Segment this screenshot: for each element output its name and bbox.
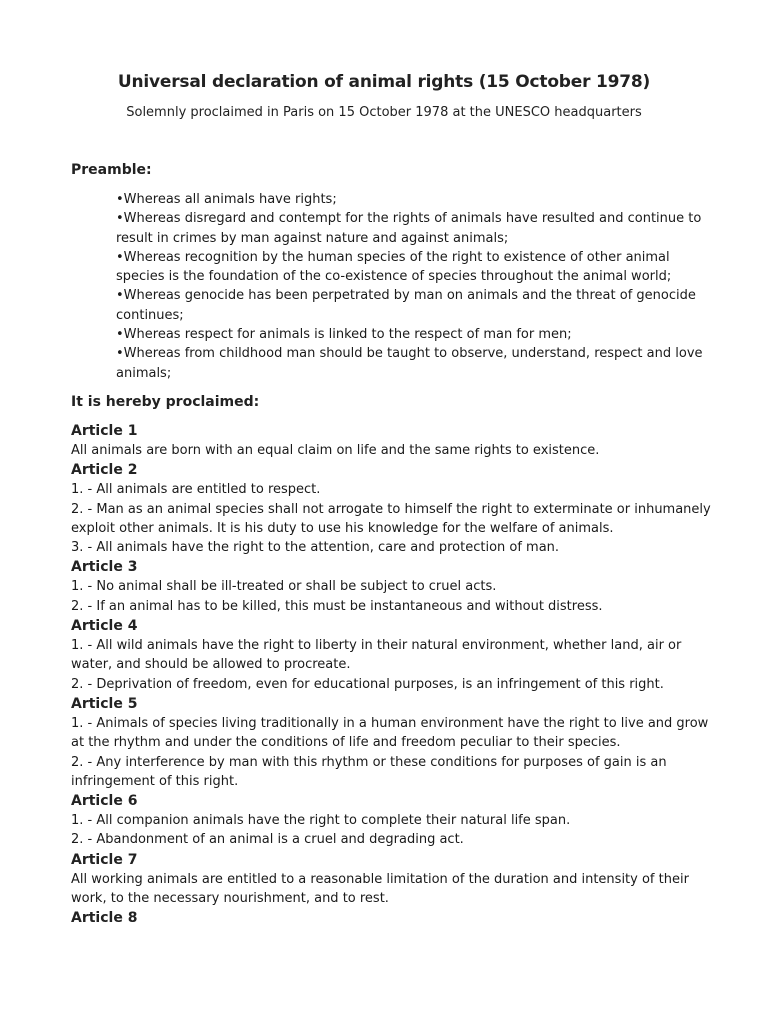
article-paragraph: 1. - All animals are entitled to respect. [71,482,321,498]
article-paragraph: 1. - All wild animals have the right to liberty in their natural environment, whether land, air or water, and should be allowed to procreate. [71,638,682,673]
article-paragraph: 2. - If an animal has to be killed, this must be instantaneous and without distress. [71,598,603,614]
article [71,694,711,791]
preamble-item: •Whereas genocide has been perpetrated by man on animals and the threat of genocide continues; [116,288,696,323]
article [71,850,711,909]
article [71,557,711,616]
article-title: Article 6 [71,793,138,810]
article-paragraph: 2. - Man as an animal species shall not arrogate to himself the right to exterminate or inhumanely exploit other animals. It is his duty to use his knowledge for the welfare of animals. [71,501,711,536]
article [71,616,711,694]
article-paragraph: All working animals are entitled to a reasonable limitation of the duration and intensity of their work, to the necessary nourishment, and to rest. [71,871,689,907]
article [71,421,711,460]
article [71,791,711,850]
preamble-item: •Whereas from childhood man should be taught to observe, understand, respect and love animals; [116,346,703,381]
preamble-item: •Whereas all animals have rights; [116,192,337,207]
article-title: Article 8 [71,910,138,927]
article-paragraph: 2. - Deprivation of freedom, even for educational purposes, is an infringement of this right. [71,676,664,692]
article-paragraph: 1. - Animals of species living traditionally in a human environment have the right to live and grow at the rhythm and under the conditions of life and freedom peculiar to their species. [71,715,709,751]
article-title: Article 1 [71,423,138,439]
articles-section [71,421,711,928]
article-title: Article 2 [71,462,138,479]
article-title: Article 4 [71,618,138,635]
preamble-list [116,190,716,383]
article [71,908,711,928]
article-paragraph: 2. - Any interference by man with this rhythm or these conditions for purposes of gain is an infringement of this right. [71,754,667,789]
article-paragraph: 2. - Abandonment of an animal is a cruel and degrading act. [71,832,464,848]
preamble-item: •Whereas respect for animals is linked to the respect of man for men; [116,327,572,343]
article-title: Article 7 [71,851,138,868]
article-paragraph: 1. - No animal shall be ill-treated or shall be subject to cruel acts. [71,579,497,595]
article-paragraph: All animals are born with an equal claim on life and the same rights to existence. [71,443,600,458]
proclaimed-heading: It is hereby proclaimed: [71,394,260,410]
article-title: Article 5 [71,695,138,712]
preamble-item: •Whereas disregard and contempt for the rights of animals have resulted and continue to result in crimes by man against nature and against animals; [116,211,702,246]
preamble-heading: Preamble: [71,162,152,178]
document-subtitle: Solemnly proclaimed in Paris on 15 October 1978 at the UNESCO headquarters [126,105,642,120]
article-paragraph: 1. - All companion animals have the right to complete their natural life span. [71,813,571,829]
preamble-item: •Whereas recognition by the human species of the right to existence of other animal species is the foundation of the co-existence of species throughout the animal world; [116,249,672,285]
article [71,460,711,557]
article-title: Article 3 [71,559,138,576]
document-title: Universal declaration of animal rights (15 October 1978) [117,72,651,92]
article-paragraph: 3. - All animals have the right to the attention, care and protection of man. [71,540,560,556]
